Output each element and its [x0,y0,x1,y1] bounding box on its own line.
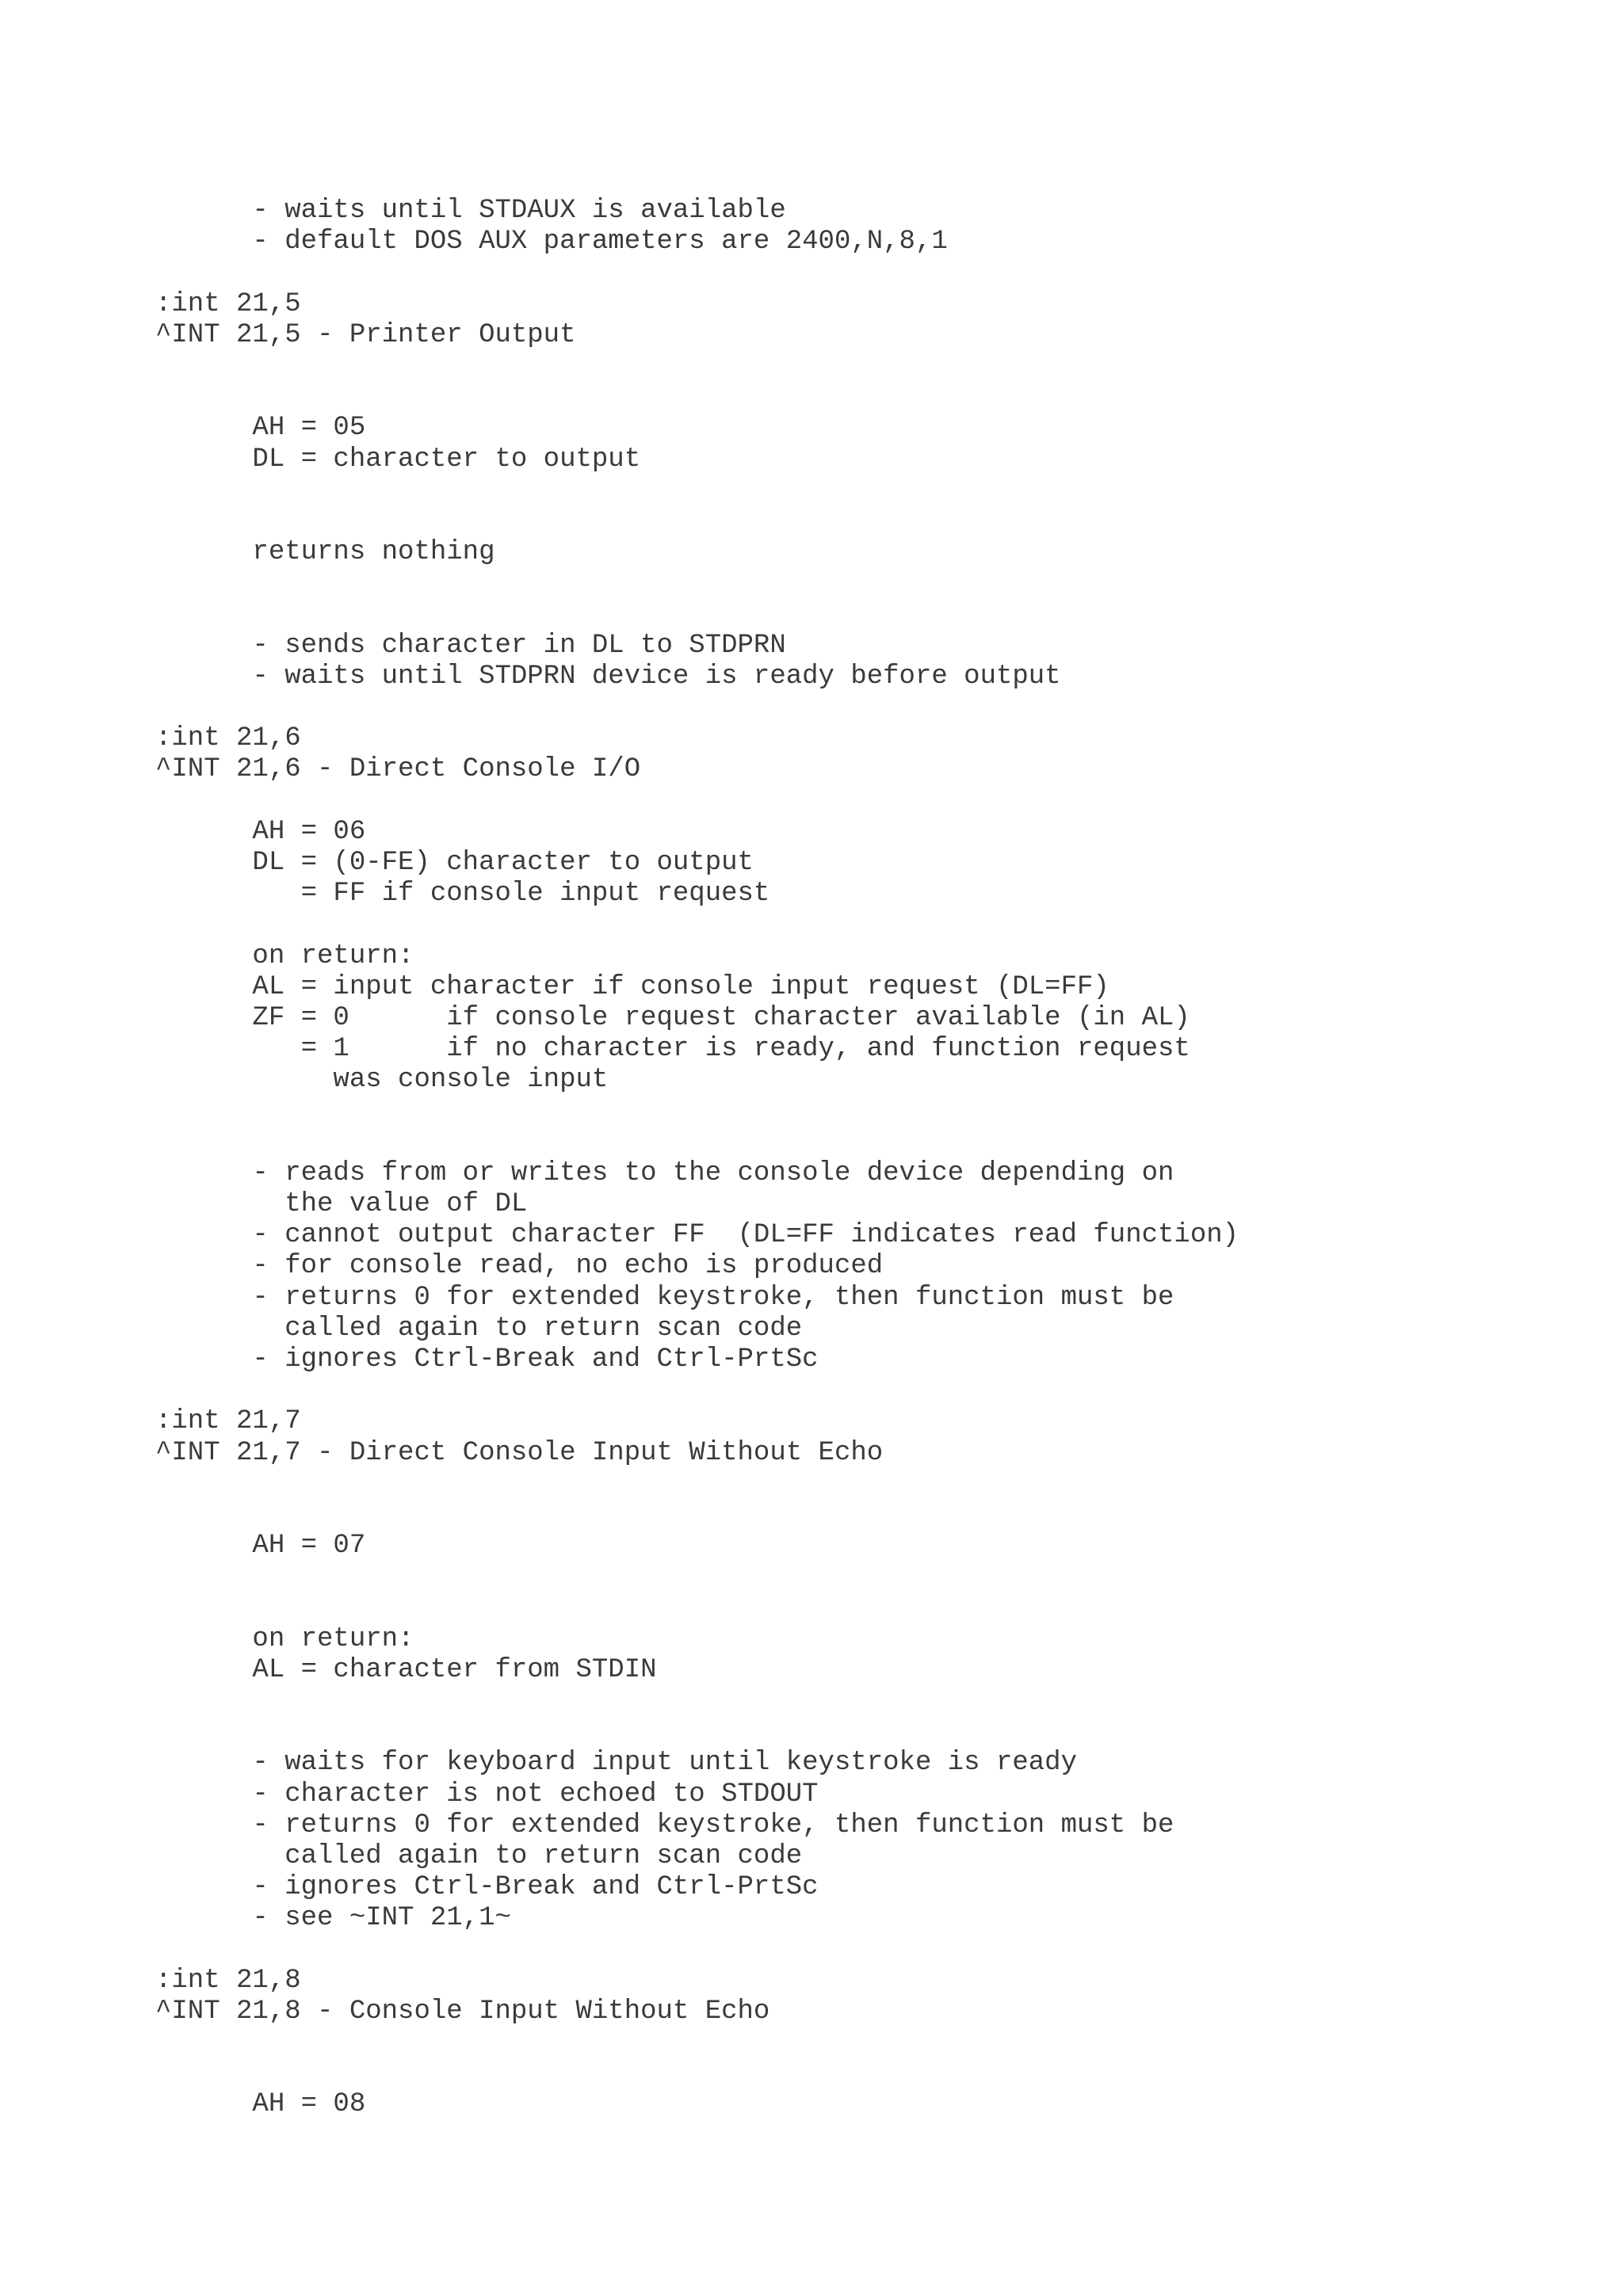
blank-line [155,1592,1239,1623]
blank-line [155,1127,1239,1158]
blank-line [155,692,1239,723]
note-line: - for console read, no echo is produced [155,1251,884,1282]
topic-tag-line: :int 21,7 [155,1406,301,1437]
text-line: was console input [155,1065,609,1096]
note-line: - sends character in DL to STDPRN [155,630,786,661]
note-line: - character is not echoed to STDOUT [155,1779,819,1810]
section-heading: ^INT 21,8 - Console Input Without Echo [155,1996,770,2027]
note-line: - returns 0 for extended keystroke, then function must be [155,1282,1174,1313]
topic-tag-line: :int 21,6 [155,723,301,754]
blank-line [155,2027,1239,2058]
text-line: the value of DL [155,1189,528,1219]
blank-line [155,910,1239,940]
text-line: AH = 06 [155,816,366,847]
note-line: - waits for keyboard input until keystroke is ready [155,1748,1077,1779]
blank-line [155,506,1239,537]
document-text [155,196,1239,2121]
text-line: AH = 08 [155,2089,366,2120]
blank-line [155,351,1239,382]
blank-line [155,568,1239,599]
blank-line [155,1686,1239,1717]
text-line: on return: [155,1623,414,1654]
text-line: AH = 05 [155,413,366,444]
note-line: - returns 0 for extended keystroke, then function must be [155,1810,1174,1840]
text-line: ZF = 0 if console request character available (in AL) [155,1002,1190,1033]
text-line: AH = 07 [155,1531,366,1562]
text-line: = 1 if no character is ready, and function request [155,1034,1190,1065]
note-line: - waits until STDAUX is available [155,196,786,226]
note-line: - cannot output character FF (DL=FF indicates read function) [155,1220,1239,1251]
section-heading: ^INT 21,6 - Direct Console I/O [155,754,641,785]
note-line: - ignores Ctrl-Break and Ctrl-PrtSc [155,1872,819,1903]
blank-line [155,1469,1239,1500]
text-line: AL = character from STDIN [155,1654,657,1685]
note-line: - ignores Ctrl-Break and Ctrl-PrtSc [155,1344,819,1375]
note-line: - waits until STDPRN device is ready before output [155,661,1061,692]
blank-line [155,1500,1239,1531]
blank-line [155,1096,1239,1127]
text-line: DL = (0-FE) character to output [155,847,754,878]
blank-line [155,599,1239,630]
section-heading: ^INT 21,5 - Printer Output [155,319,576,350]
text-line: = FF if console input request [155,879,770,910]
text-line: returns nothing [155,537,495,568]
topic-tag-line: :int 21,8 [155,1965,301,1996]
text-line: on return: [155,940,414,971]
blank-line [155,257,1239,288]
note-line: - reads from or writes to the console device depending on [155,1158,1174,1188]
note-line: - default DOS AUX parameters are 2400,N,8,1 [155,227,948,257]
blank-line [155,1562,1239,1592]
text-line: called again to return scan code [155,1313,803,1344]
blank-line [155,1935,1239,1966]
text-line: called again to return scan code [155,1840,803,1871]
note-line: - see ~INT 21,1~ [155,1903,511,1934]
blank-line [155,1375,1239,1406]
section-heading: ^INT 21,7 - Direct Console Input Without Echo [155,1437,884,1468]
blank-line [155,786,1239,817]
blank-line [155,382,1239,413]
blank-line [155,475,1239,506]
blank-line [155,1717,1239,1748]
blank-line [155,2058,1239,2089]
text-line: AL = input character if console input request (DL=FF) [155,971,1109,1002]
text-line: DL = character to output [155,444,641,475]
topic-tag-line: :int 21,5 [155,288,301,319]
